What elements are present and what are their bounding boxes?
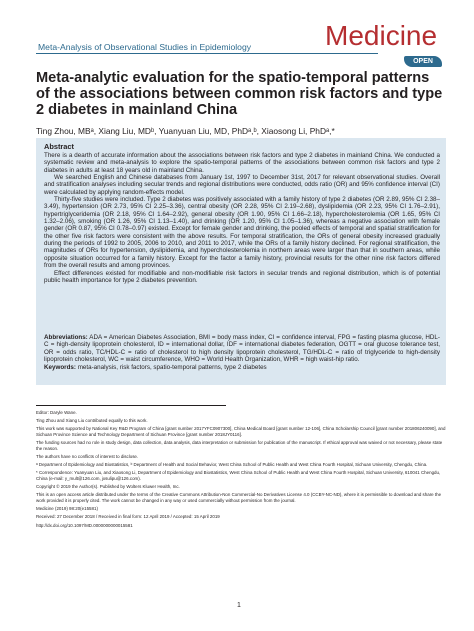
running-title: Meta-Analysis of Observational Studies in Epidemiology [38,42,252,52]
abstract-paragraph: We searched English and Chinese databases from January 1st, 1997 to December 31st, 2017 for relevant observational studies. Overall and stratification analyses including secular trends and regional distributions were conducted, odds ratio (OR) and 95% confidence interval (CI) were calculated by applying random-effects model. [44,174,440,196]
footnote: This is an open access article distributed under the terms of the Creative Commons Attribution-Non Commercial-No Derivatives License 4.0 (CCBY-NC-ND), where it is permissible to download and share the work provided it is properly cited. The work cannot be changed in any way or used commercially without permission from the journal. [36,492,442,504]
abstract-paragraph: Thirty-five studies were included. Type 2 diabetes was positively associated with a family history of type 2 diabetes (OR 2.89, 95% CI 2.38–3.49), hypertension (OR 2.73, 95% CI 2.25–3.36), central obesity (OR 2.28, 95% CI 2.19–2.68), dyslipidemia (OR 2.23, 95% CI 1.76–2.91), hypertriglyceridemia (OR 2.18, 95% CI 1.64–2.92), general obesity (OR 1.90, 95% CI 1.66–2.18), hypercholesterolemia (OR 1.65, 95% CI 1.32–2.06), smoking (OR 1.26, 95% CI 1.13–1.40), and drinking (OR 1.20, 95% CI 1.05–1.36), whereas a negative association with female gender (OR 0.87, 95% CI 0.78–0.97) existed. Except for female gender and drinking, the pooled effects of temporal and spatial stratification for the other five risk factors were consistent with the above results. For temporal stratification, the ORs of general obesity increased gradually during the periods of 1992 to 2005, 2006 to 2010, and 2011 to 2017, while the ORs of a family history declined. For regional stratification, the magnitudes of ORs for hypertension, dyslipidemia, and hypercholesterolemia in northern areas were larger than that in southern areas, while opposite situation occurred for a family history. Except for the factor a family history, provincial results for the other nine risk factors differed from the overall results and among provinces. [44,196,440,270]
abstract-box [36,138,446,385]
footnote: The authors have no conflicts of interest to disclose. [36,454,139,460]
abstract-paragraph: There is a dearth of accurate information about the associations between risk factors and type 2 diabetes in mainland China. We conducted a systematic review and meta-analysis to explore the spatio-temporal patterns of the associations between common risk factors and type 2 diabetes in adults at least 18 years old in mainland China. [44,152,440,174]
keywords [44,364,440,371]
footnote-rule [36,405,226,406]
abbreviations-text: ADA = American Diabetes Association, BMI = body mass index, CI = confidence interval, FPG = fasting plasma glucose, HDL-C = high-density lipoprotein cholesterol, ID = international dollar, IDF = international diabetes federation, OGTT = oral glucose tolerance test, OR = odds ratio, TC/HDL-C = ratio of cholesterol to high density lipoprotein cholesterol, TG/HDL-C = ratio of triglyceride to high-density lipoprotein cholesterol, WC = waist circumference, WHO = World Health Organization, WHR = high waist-hip ratio. [44,334,440,364]
footnote: http://dx.doi.org/10.1097/MD.0000000000015581 [36,522,133,528]
footnote: * Correspondence: Yuanyuan Liu, and Xiaosong Li, Department of Epidemiology and Biostatistics, West China School of Public Health and West China Fourth Hospital, Sichuan University, 610041 Chengdu, China (e-mail: y_mult@126.com, jxsulipu@126.com). [36,470,441,482]
page-number: 1 [237,602,241,609]
abstract-body [44,152,440,284]
footnote: Editor: Daryle Wane. [36,410,77,415]
footnotes [36,410,446,531]
footnote: Copyright © 2019 the Author(s). Published by Wolters Kluwer Health, Inc. [36,484,180,490]
author-list: Ting Zhou, MBᵃ, Xiang Liu, MDᵇ, Yuanyuan Liu, MD, PhDᵃ,ᵇ, Xiaosong Li, PhDᵃ,* [36,126,335,136]
footnote: Ting Zhou and Xiang Liu contributed equally to this work. [36,418,148,424]
footnote: This work was supported by National Key R&D Program of China [grant number 2017YFC0907300], China Medical Board [grant number 12-106], China Scholarship Council [grant number 201806240090], and Sichuan Province Science and Technology Department of Sichuan Province [grant number 2018JY0116]. [36,426,446,438]
header-rule [36,53,378,54]
journal-logo: Medicine [325,20,438,51]
abbreviations-label: Abbreviations: [44,334,88,341]
article-title: Meta-analytic evaluation for the spatio-temporal patterns of the associations between common risk factors and type 2 diabetes in mainland China [36,70,443,119]
open-access-badge: OPEN [404,56,442,67]
footnote: The funding sources had no role in study design, data collection, data analysis, data interpretation or submission for publication of the manuscript. If ethical approval was waived or not necessary, please state the reason. [36,440,443,451]
footnote: ᵃ Department of Epidemiology and Biostatistics, ᵇ Department of Health and Social Behavior, West China School of Public Health and West China Fourth Hospital, Sichuan University, Chengdu, China. [36,462,428,468]
keywords-label: Keywords: [44,364,76,371]
abstract-heading: Abstract [44,142,74,151]
abstract-paragraph: Effect differences existed for modifiable and non-modifiable risk factors in secular trends and regional distribution, which is of potential public health importance for type 2 diabetes prevention. [44,269,440,284]
keywords-text: meta-analysis, risk factors, spatio-temporal patterns, type 2 diabetes [77,364,267,371]
footnote: Medicine (2019) 98:20(e15581) [36,506,98,512]
footnote: Received: 27 December 2018 / Received in final form: 12 April 2019 / Accepted: 15 April 2019 [36,514,220,520]
abbreviations [44,334,440,363]
